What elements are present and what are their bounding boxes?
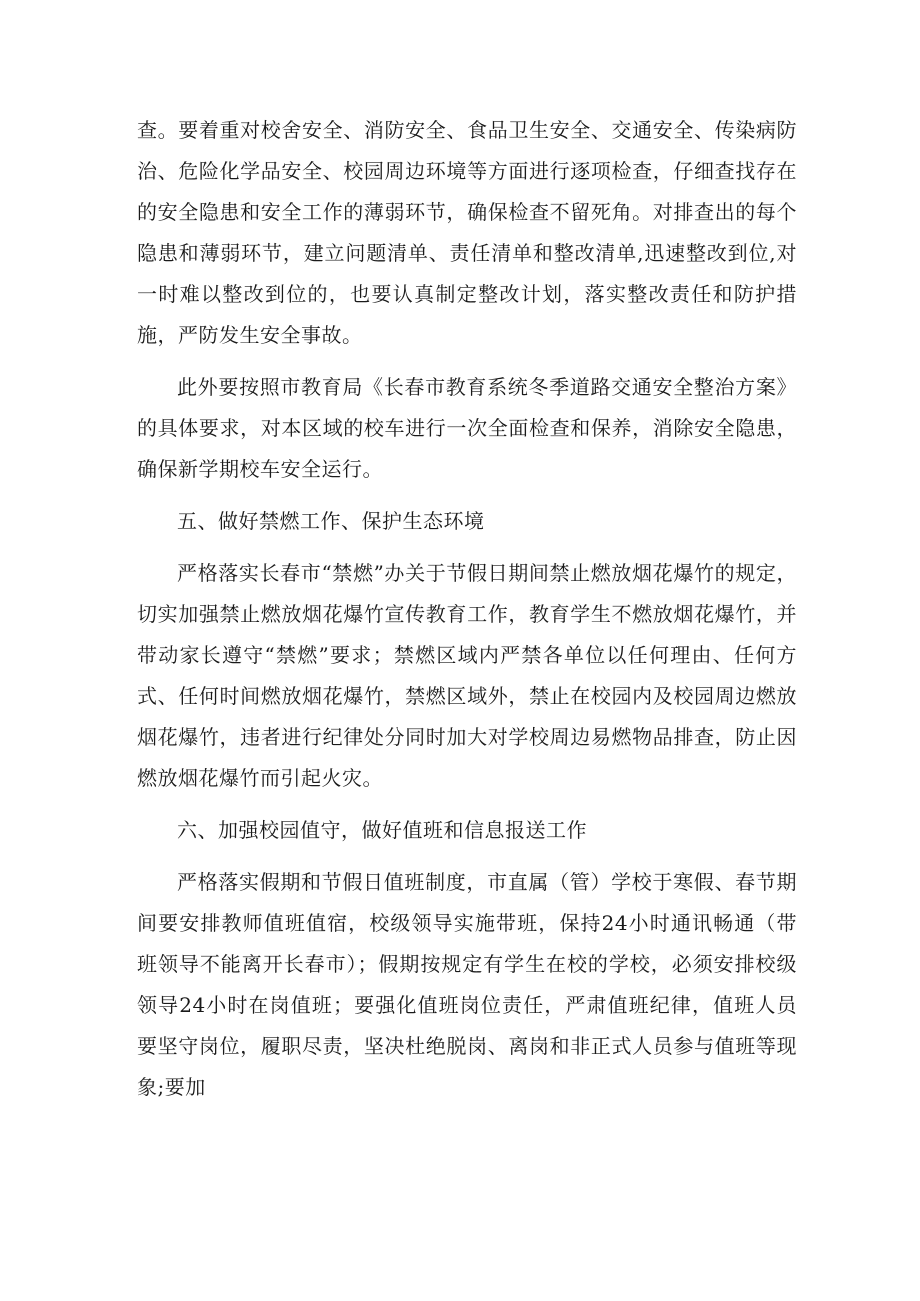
paragraph-fireworks-ban: 严格落实长春市“禁燃”办关于节假日期间禁止燃放烟花爆竹的规定，切实加强禁止燃放烟花爆竹宣传教育工作，教育学生不燃放烟花爆竹，并带动家长遵守“禁燃”要求；禁燃区域内严禁各单位以任何理由、任何方式、任何时间燃放烟花爆竹，禁燃区域外，禁止在校园内及校园周边燃放烟花爆竹，违者进行纪律处分同时加大对学校周边易燃物品排查，防止因燃放烟花爆竹而引起火灾。	[137, 561, 797, 790]
paragraph-school-bus: 此外要按照市教育局《长春市教育系统冬季道路交通安全整治方案》的具体要求，对本区域的校车进行一次全面检查和保养，消除安全隐患，确保新学期校车安全运行。	[137, 375, 797, 481]
document-body	[137, 110, 797, 1119]
section-heading-5: 五、做好禁燃工作、保护生态环境	[177, 509, 485, 533]
paragraph-duty-system: 严格落实假期和节假日值班制度，市直属（管）学校于寒假、春节期间要安排教师值班值宿，校级领导实施带班，保持24小时通讯畅通（带班领导不能离开长春市）；假期按规定有学生在校的学校，必须安排校级领导24小时在岗值班；要强化值班岗位责任，严肃值班纪律，值班人员要坚守岗位，履职尽责，坚决杜绝脱岗、离岗和非正式人员参与值班等现象;要加	[137, 870, 797, 1099]
section-heading-6: 六、加强校园值守，做好值班和信息报送工作	[177, 818, 587, 842]
paragraph-safety-inspection: 查。要着重对校舍安全、消防安全、食品卫生安全、交通安全、传染病防治、危险化学品安全、校园周边环境等方面进行逐项检查，仔细查找存在的安全隐患和安全工作的薄弱环节，确保检查不留死角。对排查出的每个隐患和薄弱环节，建立问题清单、责任清单和整改清单,迅速整改到位,对一时难以整改到位的，也要认真制定整改计划，落实整改责任和防护措施，严防发生安全事故。	[137, 118, 797, 347]
